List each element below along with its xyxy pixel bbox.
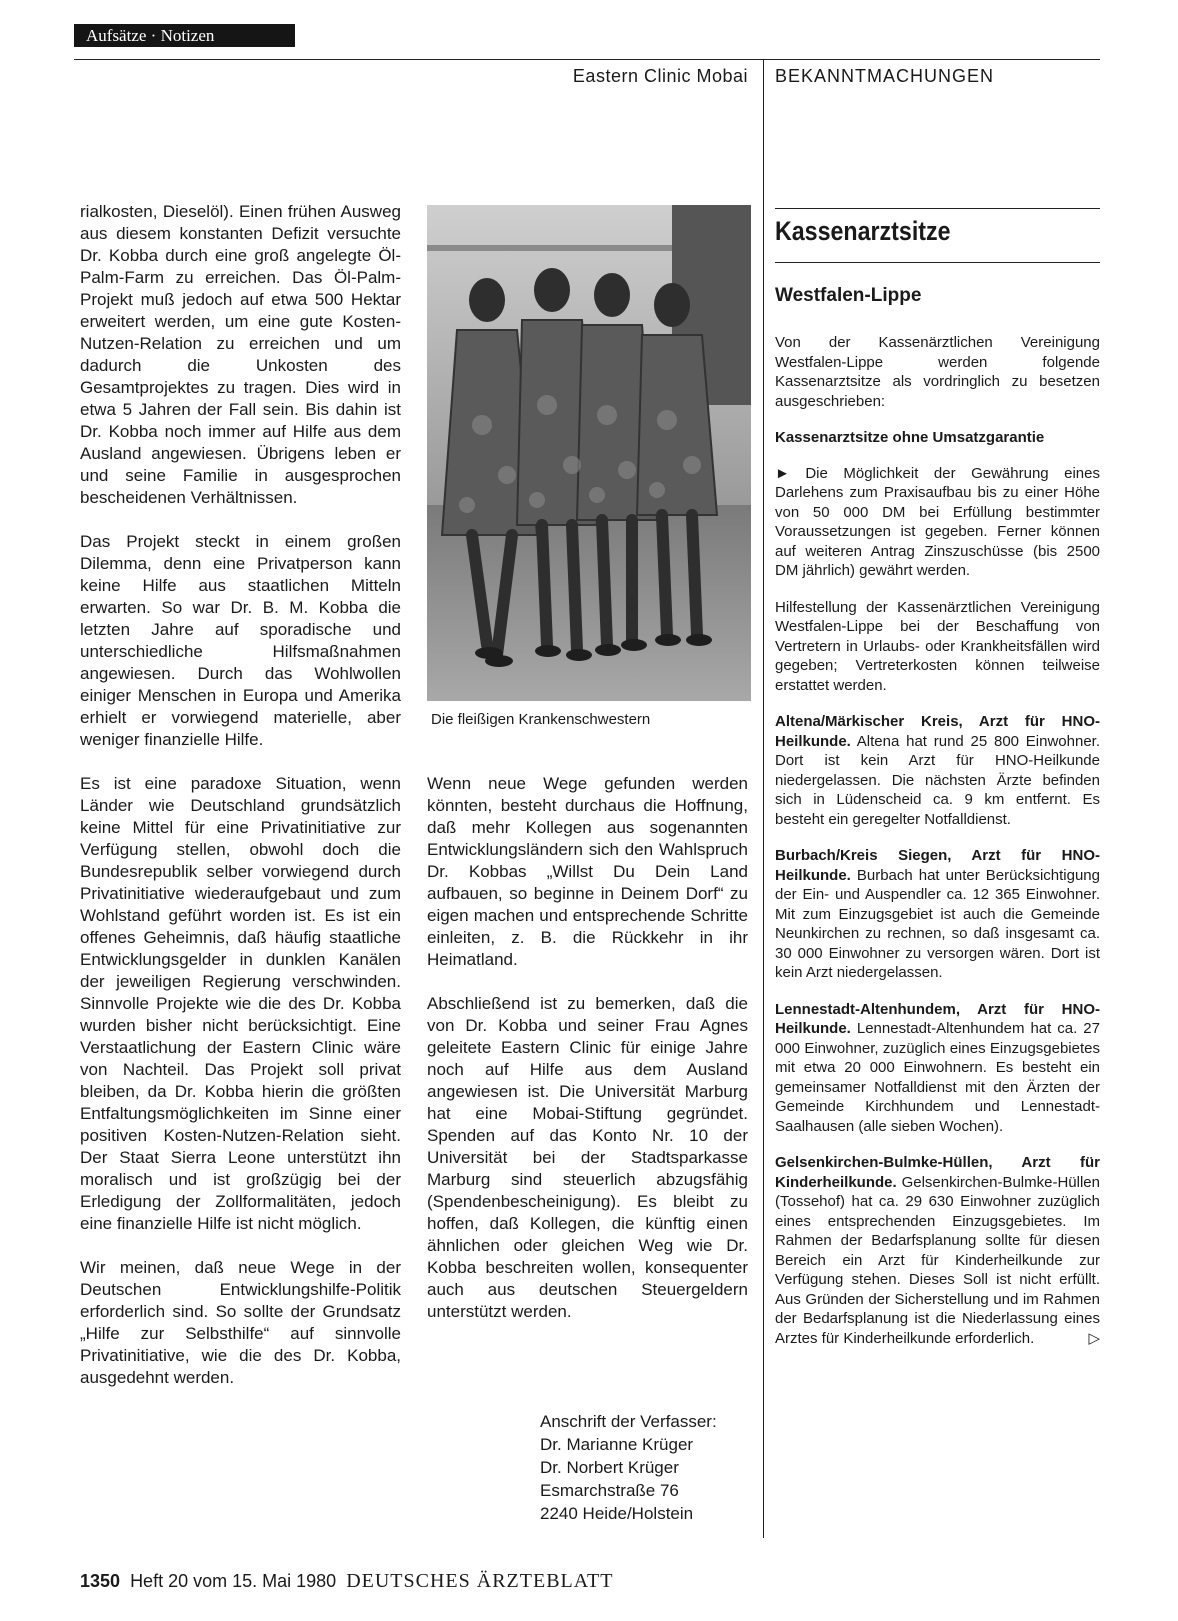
header-rule xyxy=(74,59,1100,60)
article-paragraph: Es ist eine paradoxe Situation, wenn Länder wie Deutschland grundsätzlich keine Mittel für eine Privatinitiative zur Verfügung stellen, obwohl doch die Bundesrepublik selber vorwiegend durch Privatinitiative wiederaufgebaut und zum Wohlstand geführt worden ist. Es ist ein offenes Geheimnis, daß häufig staatliche Entwicklungsgelder in dunklen Kanälen der jeweiligen Regierung verschwinden. Sinnvolle Projekte wie die des Dr. Kobba wurden bisher nicht berücksichtigt. Eine Verstaatlichung der Eastern Clinic wäre von Nachteil. Das Projekt soll privat bleiben, da Dr. Kobba hierin die größten Entfaltungsmöglichkeiten im Sinne einer positiven Kosten-Nutzen-Relation sieht. Der Staat Sierra Leone unterstützt ihn moralisch und ist großzügig bei der Erledigung der Zollformalitäten, jedoch eine finanzielle Hilfe ist nicht möglich. xyxy=(80,774,401,1233)
notice-title: Kassenarztsitze xyxy=(775,216,951,246)
article-paragraph: rialkosten, Dieselöl). Einen frühen Ausweg aus diesem konstanten Defizit versuchte Dr. Kobba durch eine groß angelegte Öl-Palm-Farm zu erreichen. Das Öl-Palm-Projekt muß jedoch auf etwa 500 Hektar erweitert werden, um eine gute Kosten-Nutzen-Relation zu erreichen und um dadurch die Unkosten des Gesamtprojektes zu tragen. Dies wird in etwa 5 Jahren der Fall sein. Bis dahin ist Dr. Kobba noch immer auf Hilfe aus dem Ausland angewiesen. Übrigens leben er und seine Familie in ausgesprochen bescheidenen Verhältnissen. xyxy=(80,202,401,507)
section-tag: Aufsätze · Notizen xyxy=(74,24,295,47)
page-footer xyxy=(80,1570,613,1593)
notice-entry xyxy=(775,1000,1100,1137)
notice-entry xyxy=(775,1153,1100,1348)
article-paragraph: Wir meinen, daß neue Wege in der Deutschen Entwicklungshilfe-Politik erforderlich sind. So sollte der Grundsatz „Hilfe zur Selbsthilfe“ auf sinnvolle Privatinitiative, wie die des Dr. Kobba, ausgedehnt werden. xyxy=(80,1258,401,1387)
page-number: 1350 xyxy=(80,1571,121,1591)
entry-body: Gelsenkirchen-Bulmke-Hüllen (Tossehof) hat ca. 29 630 Einwohner zuzüglich eines entsprechenden Einzugsgebietes. Im Rahmen der Bedarfsplanung sollte für diesen Bereich ein Arzt für Kinderheilkunde zur Verfügung stehen. Dieses Soll ist nicht erfüllt. Aus Gründen der Sicherstellung und im Rahmen der Bedarfsplanung ist die Niederlassung eines Arztes für Kinderheilkunde erforderlich. xyxy=(775,1173,1100,1347)
article-column-2 xyxy=(427,773,748,1345)
continue-arrow-icon: ▷ xyxy=(1088,1329,1100,1347)
entry-head: Altena/Märkischer Kreis, Arzt für HNO-Heilkunde. xyxy=(775,713,1100,750)
notice-paragraph: ► Die Möglichkeit der Gewährung eines Darlehens zum Praxisaufbau bis zu einer Höhe von 50 000 DM bei Erfüllung bestimmter Voraussetzungen ist gegeben. Ferner können auf weiteren Antrag Zinszuschüsse (bis 2500 DM jährlich) gewährt werden. xyxy=(775,464,1100,579)
article-paragraph: Abschließend ist zu bemerken, daß die von Dr. Kobba und seiner Frau Agnes geleitete Eastern Clinic für einige Jahre noch auf Hilfe aus dem Ausland angewiesen ist. Die Universität Marburg hat eine Mobai-Stiftung gegründet. Spenden auf das Konto Nr. 10 der Universität bei der Stadtsparkasse Marburg sind steuerlich abzugsfähig (Spendenbescheinigung). Es bleibt zu hoffen, daß Kollegen, die künftig einen ähnlichen oder gleichen Weg wie Dr. Kobba beschreiten wollen, konsequenter auch aus deutschen Steuergeldern unterstützt werden. xyxy=(427,994,748,1321)
notice-rule-bottom xyxy=(775,262,1100,263)
nurses-photo-illustration xyxy=(427,205,751,701)
address-line: Dr. Norbert Krüger xyxy=(540,1458,679,1477)
issue-info: Heft 20 vom 15. Mai 1980 xyxy=(130,1571,337,1591)
address-line: 2240 Heide/Holstein xyxy=(540,1504,694,1523)
notice-entry xyxy=(775,846,1100,983)
column-divider xyxy=(763,60,764,1538)
entry-body: Altena hat rund 25 800 Einwohner. Dort ist kein Arzt für HNO-Heilkunde niedergelassen. Die nächsten Ärzte befinden sich in Lüdenscheid ca. 9 km entfernt. Es besteht ein geregelter Notfalldienst. xyxy=(775,732,1100,828)
entry-head: Gelsenkirchen-Bulmke-Hüllen, Arzt für Kinderheilkunde. xyxy=(775,1154,1100,1191)
notice-intro: Von der Kassenärztlichen Vereinigung Westfalen-Lippe werden folgende Kassenarztsitze als vordringlich zu besetzen ausgeschrieben: xyxy=(775,334,1100,410)
entry-head: Lennestadt-Altenhundem, Arzt für HNO-Heilkunde. xyxy=(775,1000,1100,1037)
entry-body: Lennestadt-Altenhundem hat ca. 27 000 Einwohner, zuzüglich eines Einzugsgebietes mit etwa 20 000 Einwohnern. Es besteht ein gemeinsamer Notfalldienst mit den Ärzten der Gemeinde Kirchhundem und Lennestadt-Saalhausen (alle sieben Wochen). xyxy=(775,1020,1100,1135)
article-column-1 xyxy=(80,201,401,1411)
entry-body: Burbach hat unter Berücksichtigung der Ein- und Auspendler ca. 12 365 Einwohner. Mit zum Einzugsgebiet ist auch die Gemeinde Neunkirchen zu rechnen, so daß insgesamt ca. 30 000 Einwohner zu versorgen wären. Dort ist kein Arzt niedergelassen. xyxy=(775,866,1100,981)
publication-name: DEUTSCHES ÄRZTEBLATT xyxy=(346,1570,614,1592)
notice-column xyxy=(775,333,1100,1365)
notice-subhead: Kassenarztsitze ohne Umsatzgarantie xyxy=(775,429,1045,446)
running-head-article: Eastern Clinic Mobai xyxy=(572,66,748,86)
address-line: Dr. Marianne Krüger xyxy=(540,1435,694,1454)
notice-region: Westfalen-Lippe xyxy=(775,285,922,306)
notice-rule-top xyxy=(775,208,1100,209)
notice-entry xyxy=(775,712,1100,829)
article-paragraph: Wenn neue Wege gefunden werden könnten, besteht durchaus die Hoffnung, daß mehr Kollegen aus sogenannten Entwicklungsländern sich den Wahlspruch Dr. Kobbas „Willst Du Dein Land aufbauen, so beginne in Deinem Dorf“ zu eigen machen und entsprechende Schritte einleiten, z. B. die Rückkehr in ihr Heimatland. xyxy=(427,774,748,969)
entry-head: Burbach/Kreis Siegen, Arzt für HNO-Heilkunde. xyxy=(775,847,1100,884)
author-address xyxy=(540,1410,717,1525)
address-line: Esmarchstraße 76 xyxy=(540,1481,679,1500)
running-head-section: BEKANNTMACHUNGEN xyxy=(775,66,995,86)
address-line: Anschrift der Verfasser: xyxy=(540,1412,717,1431)
nurses-photo xyxy=(427,205,751,701)
article-paragraph: Das Projekt steckt in einem großen Dilemma, denn eine Privatperson kann keine Hilfe aus staatlichen Mitteln erwarten. So war Dr. B. M. Kobba die letzten Jahre auf sporadische und unterschiedliche Hilfsmaßnahmen angewiesen. Durch das Wohlwollen einiger Menschen in Europa und Amerika erhielt er vorwiegend materielle, aber weniger finanzielle Hilfe. xyxy=(80,532,401,749)
photo-caption: Die fleißigen Krankenschwestern xyxy=(431,711,651,728)
notice-paragraph: Hilfestellung der Kassenärztlichen Vereinigung Westfalen-Lippe bei der Beschaffung von Vertretern in Urlaubs- oder Krankheitsfällen wird gegeben; Vertreterkosten können teilweise erstattet werden. xyxy=(775,598,1100,694)
